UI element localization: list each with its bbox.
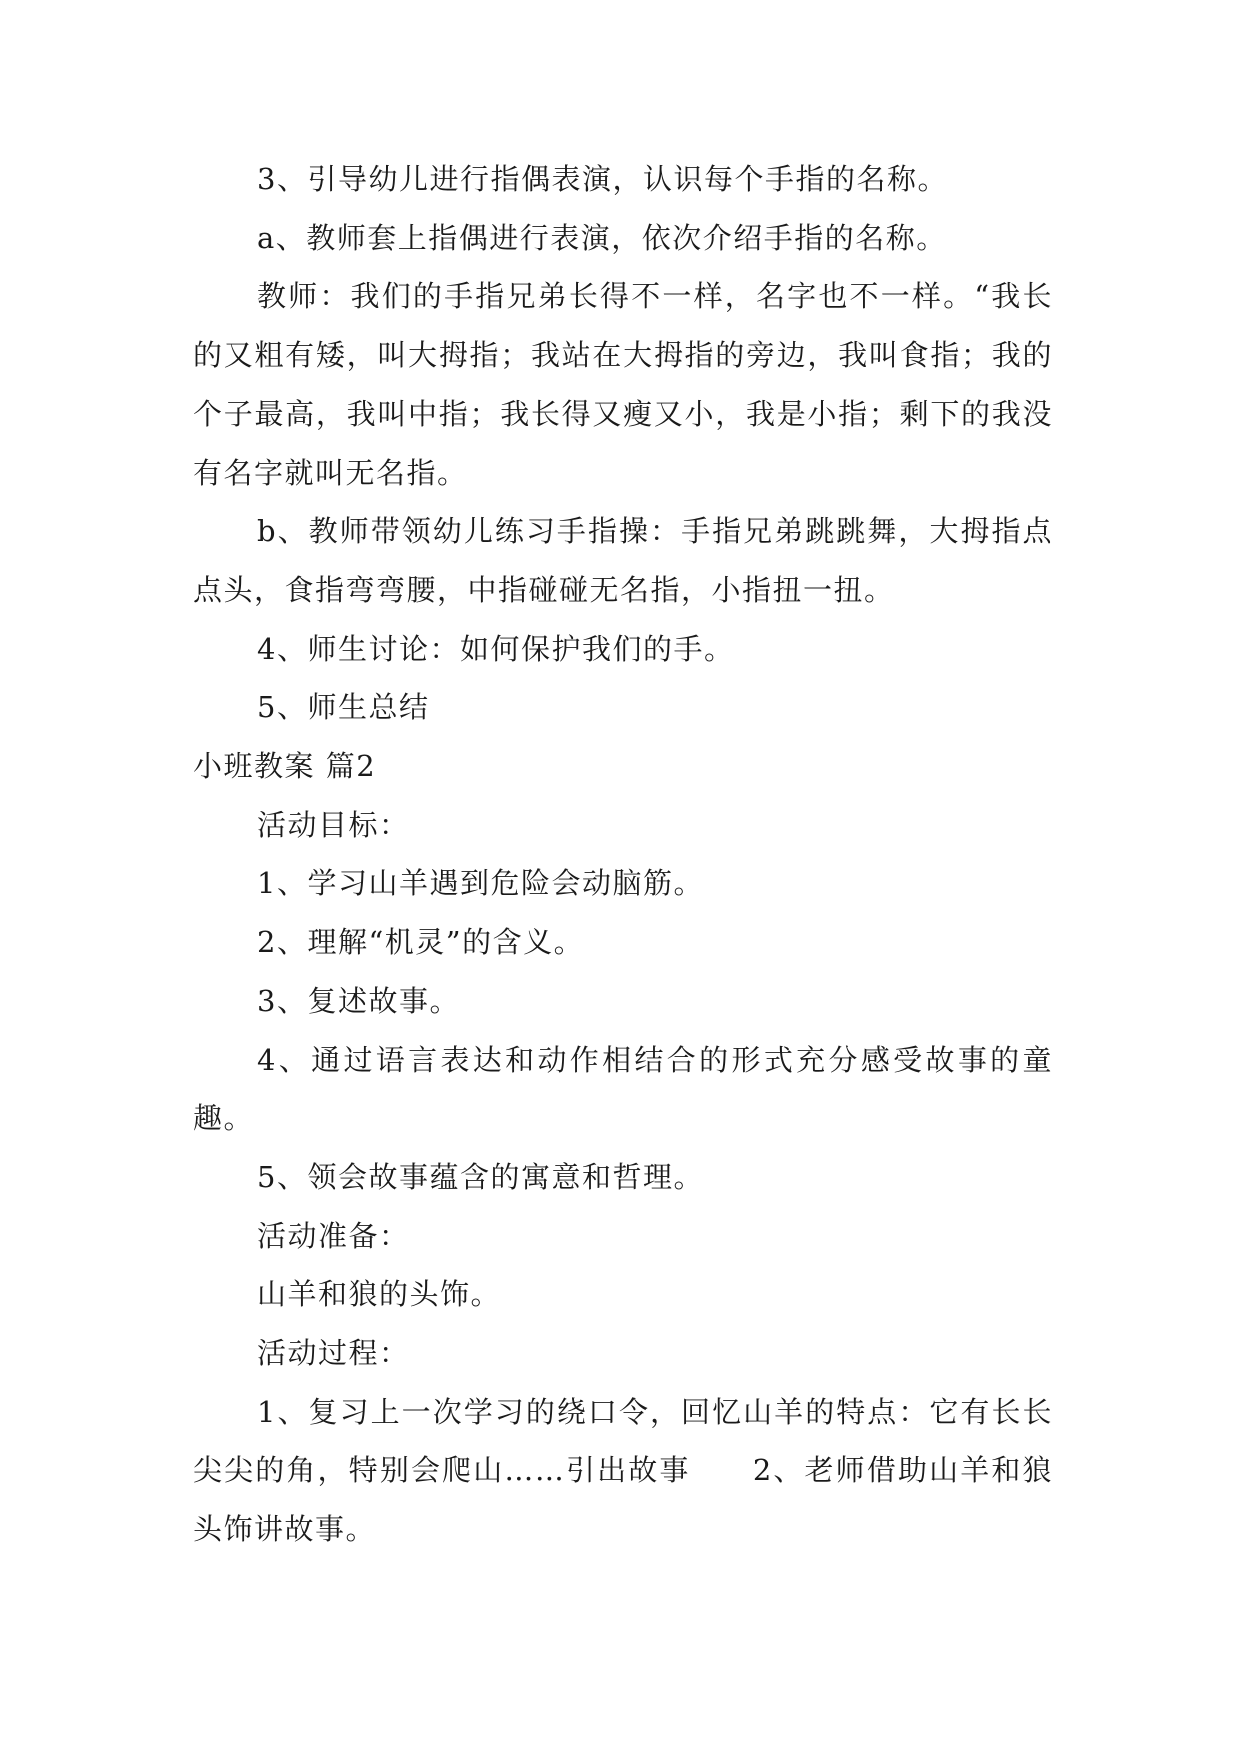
paragraph: 活动目标： — [257, 807, 410, 842]
paragraph: 4、师生讨论：如何保护我们的手。 — [257, 631, 735, 666]
paragraph: 活动准备： — [257, 1218, 410, 1253]
paragraph: 5、领会故事蕴含的寓意和哲理。 — [257, 1159, 704, 1194]
paragraph: 1、复习上一次学习的绕口令，回忆山羊的特点：它有长长尖尖的角，特别会爬山……引出故事 2、老师借助山羊和狼头饰讲故事。 — [193, 1394, 1053, 1547]
paragraph: 4、通过语言表达和动作相结合的形式充分感受故事的童趣。 — [193, 1042, 1053, 1136]
document-body — [193, 150, 1053, 1559]
paragraph: 山羊和狼的头饰。 — [257, 1277, 502, 1312]
paragraph: 3、复述故事。 — [257, 983, 460, 1018]
paragraph: 教师：我们的手指兄弟长得不一样，名字也不一样。“我长的又粗有矮，叫大拇指；我站在大拇指的旁边，我叫食指；我的个子最高，我叫中指；我长得又瘦又小，我是小指；剩下的我没有名字就叫无名指。 — [193, 279, 1053, 490]
paragraph: 2、理解“机灵”的含义。 — [257, 925, 585, 960]
paragraph: 3、引导幼儿进行指偶表演，认识每个手指的名称。 — [257, 162, 948, 196]
section-heading: 小班教案 篇2 — [193, 749, 377, 784]
paragraph: 活动过程： — [257, 1336, 410, 1371]
paragraph: 5、师生总结 — [257, 690, 430, 725]
paragraph: b、教师带领幼儿练习手指操：手指兄弟跳跳舞，大拇指点点头，食指弯弯腰，中指碰碰无名指，小指扭一扭。 — [193, 514, 1053, 607]
paragraph: 1、学习山羊遇到危险会动脑筋。 — [257, 866, 704, 901]
paragraph: a、教师套上指偶进行表演，依次介绍手指的名称。 — [257, 220, 947, 255]
